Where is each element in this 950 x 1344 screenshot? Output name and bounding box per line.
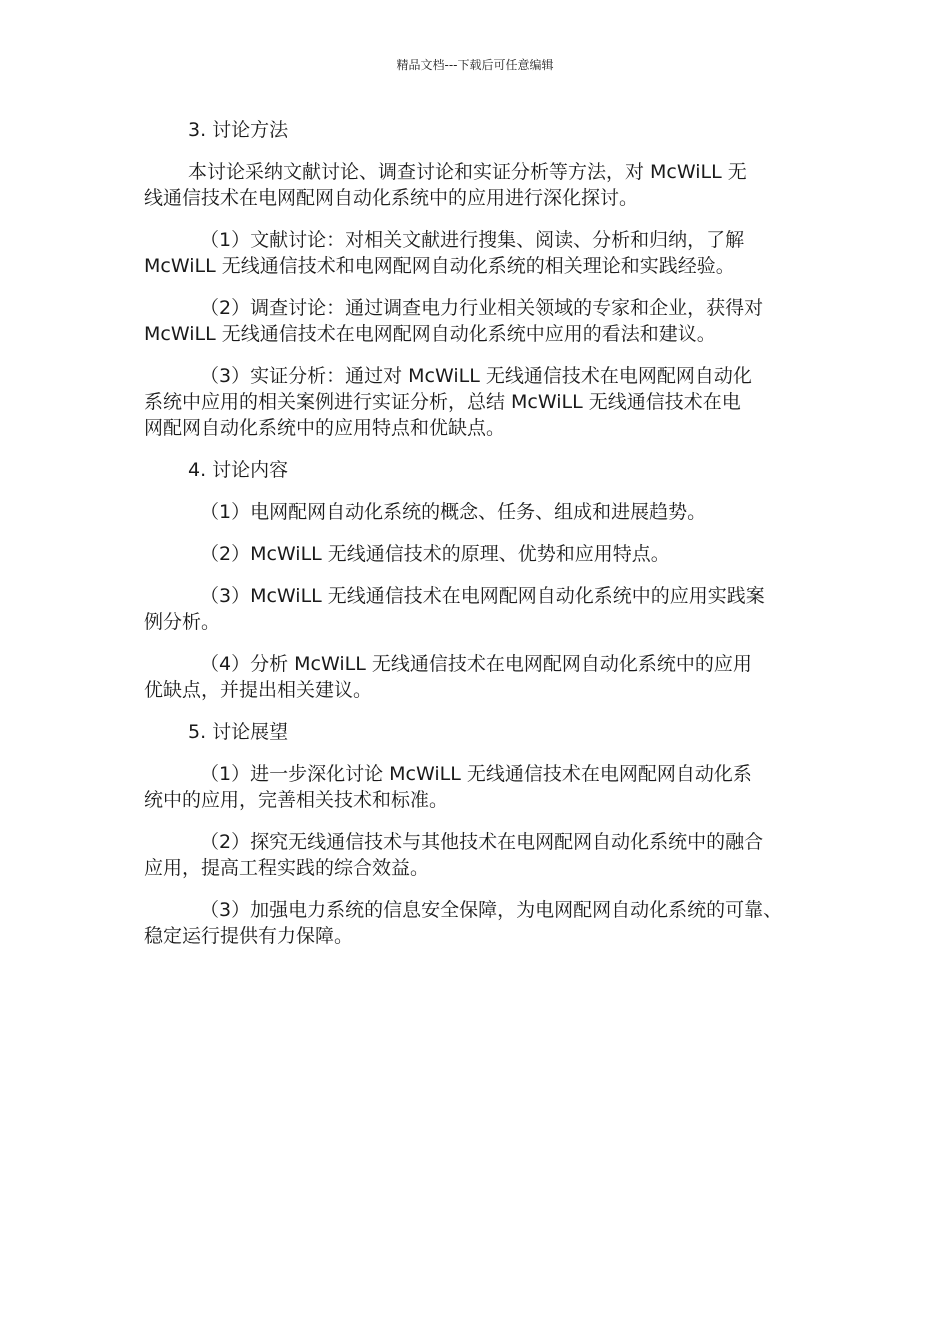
list-item: [144, 541, 816, 567]
list-item: [144, 829, 816, 881]
text-line: 例分析。: [144, 611, 221, 633]
text-line: （1）进一步深化讨论 McWiLL 无线通信技术在电网配网自动化系: [200, 763, 752, 785]
text-line: （3）McWiLL 无线通信技术在电网配网自动化系统中的应用实践案: [200, 585, 765, 607]
body-paragraph: [144, 159, 816, 211]
document-body: [144, 117, 816, 965]
text-line: 稳定运行提供有力保障。: [144, 925, 354, 947]
list-item: [144, 499, 816, 525]
text-line: 本讨论采纳文献讨论、调查讨论和实证分析等方法，对 McWiLL 无: [188, 161, 747, 183]
section-heading: [144, 719, 816, 745]
text-line: 4. 讨论内容: [188, 459, 289, 481]
text-line: （3）加强电力系统的信息安全保障，为电网配网自动化系统的可靠、: [200, 899, 783, 921]
text-line: McWiLL 无线通信技术在电网配网自动化系统中应用的看法和建议。: [144, 323, 716, 345]
text-line: （4）分析 McWiLL 无线通信技术在电网配网自动化系统中的应用: [200, 653, 752, 675]
section-heading: [144, 117, 816, 143]
list-item: [144, 651, 816, 703]
text-line: 统中的应用，完善相关技术和标准。: [144, 789, 449, 811]
text-line: 系统中应用的相关案例进行实证分析，总结 McWiLL 无线通信技术在电: [144, 391, 741, 413]
text-line: 优缺点，并提出相关建议。: [144, 679, 373, 701]
text-line: 网配网自动化系统中的应用特点和优缺点。: [144, 417, 506, 439]
text-line: （2）调查讨论：通过调查电力行业相关领域的专家和企业，获得对: [200, 297, 764, 319]
text-line: （3）实证分析：通过对 McWiLL 无线通信技术在电网配网自动化: [200, 365, 752, 387]
list-item: [144, 363, 816, 441]
list-item: [144, 227, 816, 279]
text-line: 3. 讨论方法: [188, 119, 289, 141]
text-line: （1）文献讨论：对相关文献进行搜集、阅读、分析和归纳，了解: [200, 229, 745, 251]
list-item: [144, 295, 816, 347]
list-item: [144, 583, 816, 635]
text-line: 线通信技术在电网配网自动化系统中的应用进行深化探讨。: [144, 187, 639, 209]
text-line: 应用，提高工程实践的综合效益。: [144, 857, 430, 879]
text-line: 5. 讨论展望: [188, 721, 289, 743]
text-line: （1）电网配网自动化系统的概念、任务、组成和进展趋势。: [200, 501, 707, 523]
text-line: McWiLL 无线通信技术和电网配网自动化系统的相关理论和实践经验。: [144, 255, 735, 277]
text-line: （2）探究无线通信技术与其他技术在电网配网自动化系统中的融合: [200, 831, 764, 853]
section-heading: [144, 457, 816, 483]
list-item: [144, 897, 816, 949]
list-item: [144, 761, 816, 813]
page-header: 精品文档---下载后可任意编辑: [396, 58, 554, 72]
text-line: （2）McWiLL 无线通信技术的原理、优势和应用特点。: [200, 543, 670, 565]
